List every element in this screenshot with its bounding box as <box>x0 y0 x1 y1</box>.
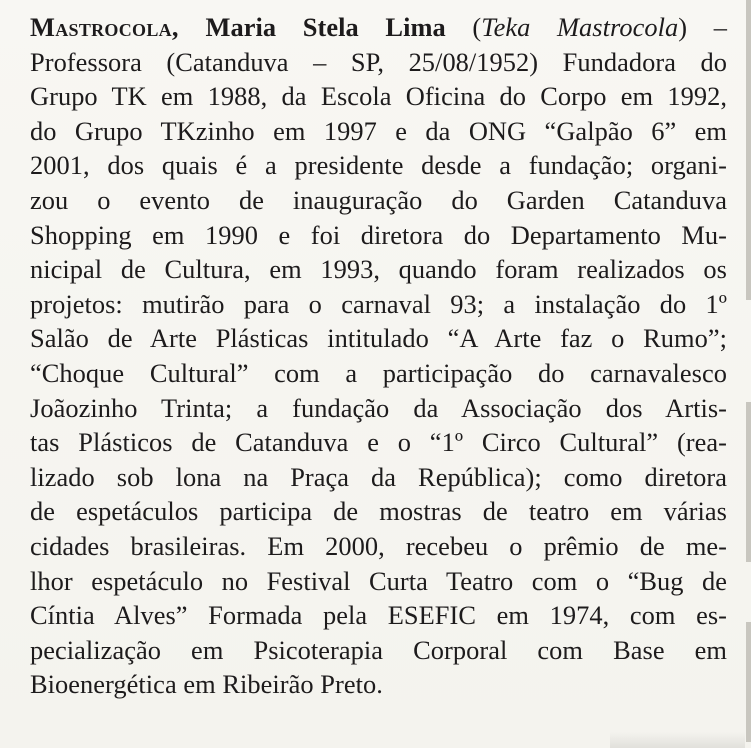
text-line: Cíntia Alves” Formada pela ESEFIC em 1974, com es- <box>30 600 727 631</box>
entry-given-names: Maria Stela Lima <box>205 12 446 42</box>
entry-surname: Mastrocola, <box>30 12 179 42</box>
alias-open-paren: ( <box>472 12 482 42</box>
entry-alias: Teka Mastrocola <box>481 12 679 42</box>
text-line: tas Plásticos de Catanduva e o “1º Circo Cultural” (rea- <box>30 427 727 458</box>
text-line: do Grupo TKzinho em 1997 e da ONG “Galpão 6” em <box>30 115 727 146</box>
text-line: nicipal de Cultura, em 1993, quando foram realizados os <box>30 254 727 285</box>
text-line: zou o evento de inauguração do Garden Catanduva <box>30 184 727 215</box>
text-line: pecialização em Psicoterapia Corporal com Base em <box>30 634 727 665</box>
text-line: Professora (Catanduva – SP, 25/08/1952) Fundadora do <box>30 46 727 77</box>
scan-bleed-through <box>610 732 745 748</box>
text-line-last: Bioenergética em Ribeirão Preto. <box>30 669 383 700</box>
page-edge-shadow <box>746 0 751 300</box>
page-edge-shadow <box>746 622 751 742</box>
alias-close-dash: ) – <box>678 12 727 42</box>
entry-heading-line <box>30 10 727 45</box>
text-line: Grupo TK em 1988, da Escola Oficina do Corpo em 1992, <box>30 81 727 112</box>
text-line: lhor espetáculo no Festival Curta Teatro com o “Bug de <box>30 565 727 596</box>
text-line: Salão de Arte Plásticas intitulado “A Arte faz o Rumo”; <box>30 323 727 354</box>
text-line: 2001, dos quais é a presidente desde a fundação; organi- <box>30 150 727 181</box>
text-line: de espetáculos participa de mostras de teatro em várias <box>30 496 727 527</box>
page-edge-shadow <box>746 402 751 562</box>
biography-entry <box>30 10 727 702</box>
text-line: lizado sob lona na Praça da República); como diretora <box>30 461 727 492</box>
text-line: cidades brasileiras. Em 2000, recebeu o prêmio de me- <box>30 530 727 561</box>
text-line: projetos: mutirão para o carnaval 93; a instalação do 1º <box>30 288 727 319</box>
text-line: Joãozinho Trinta; a fundação da Associação dos Artis- <box>30 392 727 423</box>
text-line: Shopping em 1990 e foi diretora do Departamento Mu- <box>30 219 727 250</box>
text-line: “Choque Cultural” com a participação do carnavalesco <box>30 357 727 388</box>
